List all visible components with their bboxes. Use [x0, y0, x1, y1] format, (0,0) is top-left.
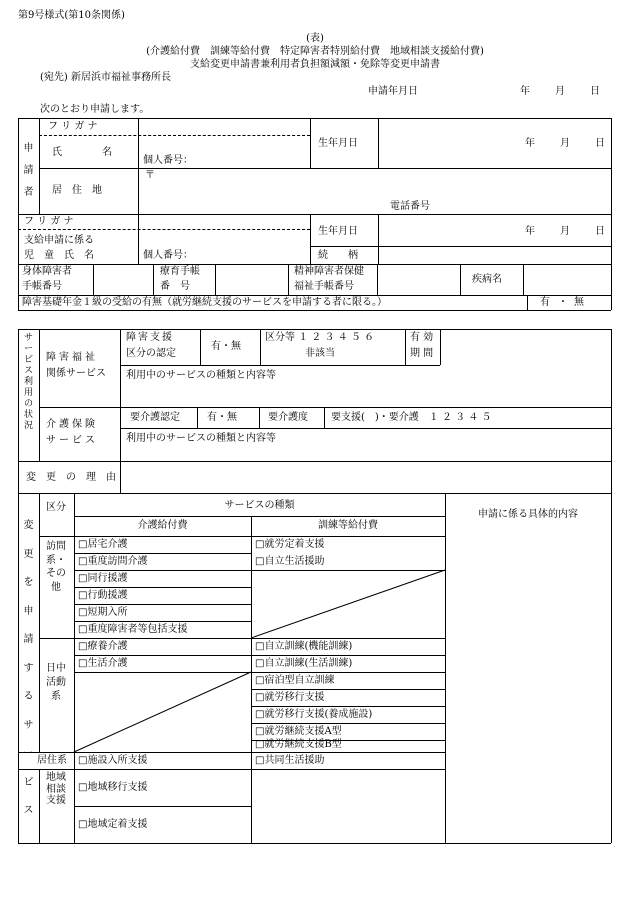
- child-furigana-label: フ リ ガ ナ: [24, 216, 74, 227]
- care-insurance-label2: サービス: [46, 435, 98, 446]
- chiiki-teichaku-checkbox[interactable]: □地域定着支援: [78, 819, 148, 830]
- services-section-label: 変更を申請するサービス: [23, 520, 34, 816]
- mental-handbook-label2: 福祉手帳番号: [294, 281, 354, 292]
- welfare-service-label2: 関係サービス: [46, 368, 106, 379]
- checkbox-item[interactable]: □生活介護: [78, 658, 128, 669]
- date-day: 日: [590, 86, 600, 97]
- physical-handbook-label1: 身体障害者: [22, 266, 72, 277]
- applicant-name-label: 氏 名: [52, 147, 112, 158]
- applicant-section-label: 申請者: [23, 143, 34, 198]
- service-types-header: サービスの種類: [224, 500, 295, 511]
- child-relation-label: 続 柄: [318, 250, 358, 261]
- pension-dot: ・: [558, 297, 568, 308]
- kyoju-kunren-checkbox[interactable]: □共同生活援助: [255, 755, 325, 766]
- checkbox-item[interactable]: □短期入所: [78, 607, 128, 618]
- applicant-birth-day: 日: [595, 138, 605, 149]
- support-level-kubun[interactable]: 区分等 １ ２ ３ ４ ５ ６: [265, 332, 375, 343]
- chiiki-iko-checkbox[interactable]: □地域移行支援: [78, 782, 148, 793]
- child-birth-label: 生年月日: [318, 226, 358, 237]
- child-label-line1: 支給申請に係る: [24, 235, 94, 246]
- chiiki-label: 地域相談支援: [46, 772, 66, 807]
- ryoiku-handbook-label1: 療育手帳: [160, 266, 200, 277]
- pension-question: 障害基礎年金１級の受給の有無（就労継続支援のサービスを申請する者に限る。）: [22, 297, 387, 308]
- applicant-address-label: 居 住 地: [52, 185, 102, 196]
- checkbox-item[interactable]: □就労継続支援A型: [255, 726, 342, 737]
- checkbox-item[interactable]: □自立訓練(生活訓練): [255, 658, 353, 669]
- omote-label: (表): [306, 33, 324, 44]
- support-level-label1: 障害支援: [126, 332, 174, 343]
- form-title-line1: (介護給付費 訓練等給付費 特定障害者特別給付費 地域相談支援給付費): [146, 46, 484, 57]
- checkbox-item[interactable]: □自立生活援助: [255, 556, 325, 567]
- kyoju-label: 居住系: [37, 755, 67, 766]
- care-certification-umu[interactable]: 有・無: [207, 412, 237, 423]
- checkbox-item[interactable]: □重度障害者等包括支援: [78, 624, 188, 635]
- applicant-birth-label: 生年月日: [318, 138, 358, 149]
- applicant-birth-month: 月: [560, 138, 570, 149]
- postal-mark: 〒: [145, 170, 155, 181]
- care-insurance-label1: 介護保険: [46, 419, 98, 430]
- checkbox-item[interactable]: □療養介護: [78, 641, 128, 652]
- details-header: 申請に係る具体的内容: [478, 509, 578, 520]
- checkbox-item[interactable]: □居宅介護: [78, 539, 128, 550]
- welfare-service-label1: 障害福祉: [46, 352, 98, 363]
- child-mynumber-label: 個人番号：: [143, 250, 193, 261]
- support-level-label2: 区分の認定: [126, 348, 176, 359]
- care-level-label: 要介護度: [268, 412, 308, 423]
- checkbox-item[interactable]: □自立訓練(機能訓練): [255, 641, 353, 652]
- change-reason-label: 変 更 の 理 由: [26, 472, 116, 483]
- nicchu-label: 日中活動系: [46, 663, 66, 702]
- phone-label: 電話番号: [390, 201, 430, 212]
- kyoju-kaigo-checkbox[interactable]: □施設入所支援: [78, 755, 148, 766]
- support-level-umu[interactable]: 有・無: [211, 341, 241, 352]
- pension-no[interactable]: 無: [574, 297, 584, 308]
- form-title-line2: 支給変更申請書兼利用者負担額減額・免除等変更申請書: [190, 59, 440, 70]
- applicant-furigana-label: フ リ ガ ナ: [48, 121, 98, 132]
- child-label-line2: 児 童 氏 名: [24, 250, 94, 261]
- checkbox-item[interactable]: □就労定着支援: [255, 539, 325, 550]
- disease-label: 疾病名: [472, 274, 502, 285]
- support-level-higaito[interactable]: 非該当: [305, 348, 335, 359]
- services-kubun-label: 区分: [46, 502, 66, 513]
- checkbox-item[interactable]: □就労継続支援B型: [255, 739, 342, 750]
- kaigo-header: 介護給付費: [137, 520, 188, 531]
- ryoiku-handbook-label2: 番 号: [160, 281, 190, 292]
- kunren-header: 訓練等給付費: [318, 520, 378, 531]
- date-year: 年: [520, 86, 530, 97]
- application-date-label: 申請年月日: [368, 86, 418, 97]
- date-month: 月: [555, 86, 565, 97]
- form-number: 第9号様式(第10条関係): [18, 10, 125, 21]
- mental-handbook-label1: 精神障害者保健: [294, 266, 364, 277]
- checkbox-item[interactable]: □同行援護: [78, 573, 128, 584]
- physical-handbook-label2: 手帳番号: [22, 281, 62, 292]
- welfare-using-label: 利用中のサービスの種類と内容等: [126, 370, 276, 381]
- homon-label: 訪問系・その他: [46, 541, 66, 593]
- care-certification-label: 要介護認定: [130, 412, 180, 423]
- child-birth-month: 月: [560, 226, 570, 237]
- checkbox-item[interactable]: □行動援護: [78, 590, 128, 601]
- intro-text: 次のとおり申請します。: [40, 104, 150, 115]
- valid-period-label1: 有 効: [410, 332, 434, 343]
- applicant-birth-year: 年: [525, 138, 535, 149]
- care-level-options[interactable]: 要支援( )・要介護 １ ２ ３ ４ ５: [331, 412, 492, 423]
- checkbox-item[interactable]: □宿泊型自立訓練: [255, 675, 335, 686]
- child-birth-day: 日: [595, 226, 605, 237]
- care-using-label: 利用中のサービスの種類と内容等: [126, 433, 276, 444]
- applicant-mynumber-label: 個人番号：: [143, 155, 193, 166]
- pension-yes[interactable]: 有: [540, 297, 550, 308]
- child-birth-year: 年: [525, 226, 535, 237]
- valid-period-label2: 期 間: [410, 348, 434, 359]
- checkbox-item[interactable]: □就労移行支援: [255, 692, 325, 703]
- addressee: (宛先) 新居浜市福祉事務所長: [40, 72, 171, 83]
- checkbox-item[interactable]: □重度訪問介護: [78, 556, 148, 567]
- checkbox-item[interactable]: □就労移行支援(養成施設): [255, 709, 373, 720]
- status-section-label: サービス利用の状況: [23, 333, 33, 431]
